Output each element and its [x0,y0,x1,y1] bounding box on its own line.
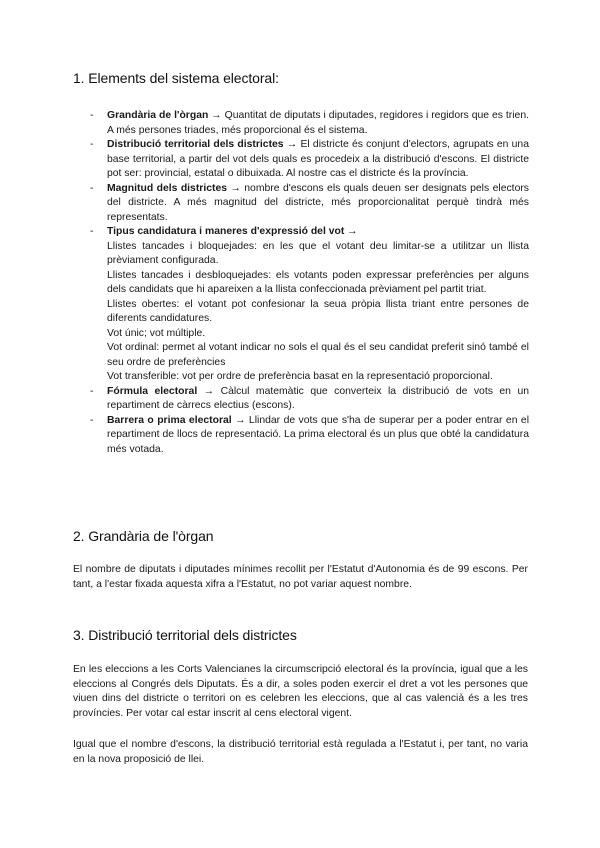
list-bullet: - [90,139,94,150]
list-bullet: - [90,414,94,426]
candidacy-detail: Llistes tancades i desbloquejades: els votants poden expressar preferències per alguns dels candidats que hi apareixen a la llista confeccionada prèviament pel partit triat. [107,269,529,295]
list-item-term: Magnitud dels districtes [107,182,228,194]
list-bullet: - [90,226,94,237]
section-3-paragraph-2: Igual que el nombre d'escons, la distribució territorial està regulada a l'Estatut i, per tant, no varia en la nova proposició de llei. [73,739,528,765]
candidacy-detail: Llistes tancades i bloquejades: en les que el votant deu limitar-se a utilitzar un llista prèviament configurada. [107,240,529,266]
list-bullet: - [90,182,94,194]
list-item-term: Fórmula electoral [107,385,198,397]
list-item-term: Barrera o prima electoral [107,414,232,426]
list-item-text: → nombre d'escons els quals deuen ser designats pels electors del districte. A més magnitud del districte, més proporcionalitat perquè tindrà més representats. [107,182,529,223]
section-2-title: 2. Grandària de l'òrgan [73,528,214,544]
list-item-text: → El districte és conjunt d'electors, agrupats en una base territorial, a partir del vot dels quals es procedeix a la distribució d'escons. El districte pot ser: provincial, estatal o dibuixada. Al nostre cas el districte és la província. [107,139,529,179]
list-item-size [73,109,529,138]
candidacy-detail: Vot únic; vot múltiple. [107,327,206,339]
list-item-text: → Càlcul matemàtic que converteix la distribució de vots en un repartiment de càrrecs electius (escons). [107,385,529,411]
list-item-formula [73,385,529,414]
list-bullet: - [90,110,94,121]
list-item-candidacy-type [73,225,529,385]
list-bullet: - [90,385,94,397]
list-item-term: Distribució territorial dels districtes [107,139,284,150]
list-item-term: Grandària de l'òrgan [107,110,209,121]
candidacy-detail: Llistes obertes: el votant pot confesionar la seua pròpia llista triant entre persones de diferents candidatures. [107,298,529,324]
candidacy-detail: Vot transferible: vot per ordre de preferència basat en la representació proporcional. [107,371,493,382]
list-item-threshold [73,414,529,458]
list-item-text: → Quantitat de diputats i diputades, regidores i regidors que es trien. A més persones triades, més proporcional és el sistema. [107,110,529,136]
list-item-distribution [73,138,529,182]
list-item-term: Tipus candidatura i maneres d'expressió del vot → [107,226,358,237]
section-2-paragraph: El nombre de diputats i diputades mínimes recollit per l'Estatut d'Autonomia és de 99 escons. Per tant, a l'estar fixada aquesta xifra a l'Estatut, no pot variar aquest nombre. [73,564,528,590]
list-item-text: → Llindar de vots que s'ha de superar per a poder entrar en el repartiment de llocs de representació. La prima electoral és un plus que obté la candidatura més votada. [107,414,530,455]
candidacy-detail: Vot ordinal: permet al votant indicar no sols el qual és el seu candidat preferit sinó també el seu ordre de preferències [107,342,529,368]
section-1-title: 1. Elements del sistema electoral: [73,70,279,86]
section-3-title: 3. Distribució territorial dels districtes [73,627,297,643]
section-3-paragraph: En les eleccions a les Corts Valencianes la circumscripció electoral és la província, igual que a les eleccions al Congrés dels Diputats. És a dir, a soles poden exercir el dret a vot les persones que viuen dins del districte o territori on es celebren les eleccions, que al cas valencià és a les tres províncies. Per votar cal estar inscrit al cens electoral vigent. [73,664,528,719]
list-item-magnitude [73,182,529,226]
electoral-elements-list [73,109,529,457]
